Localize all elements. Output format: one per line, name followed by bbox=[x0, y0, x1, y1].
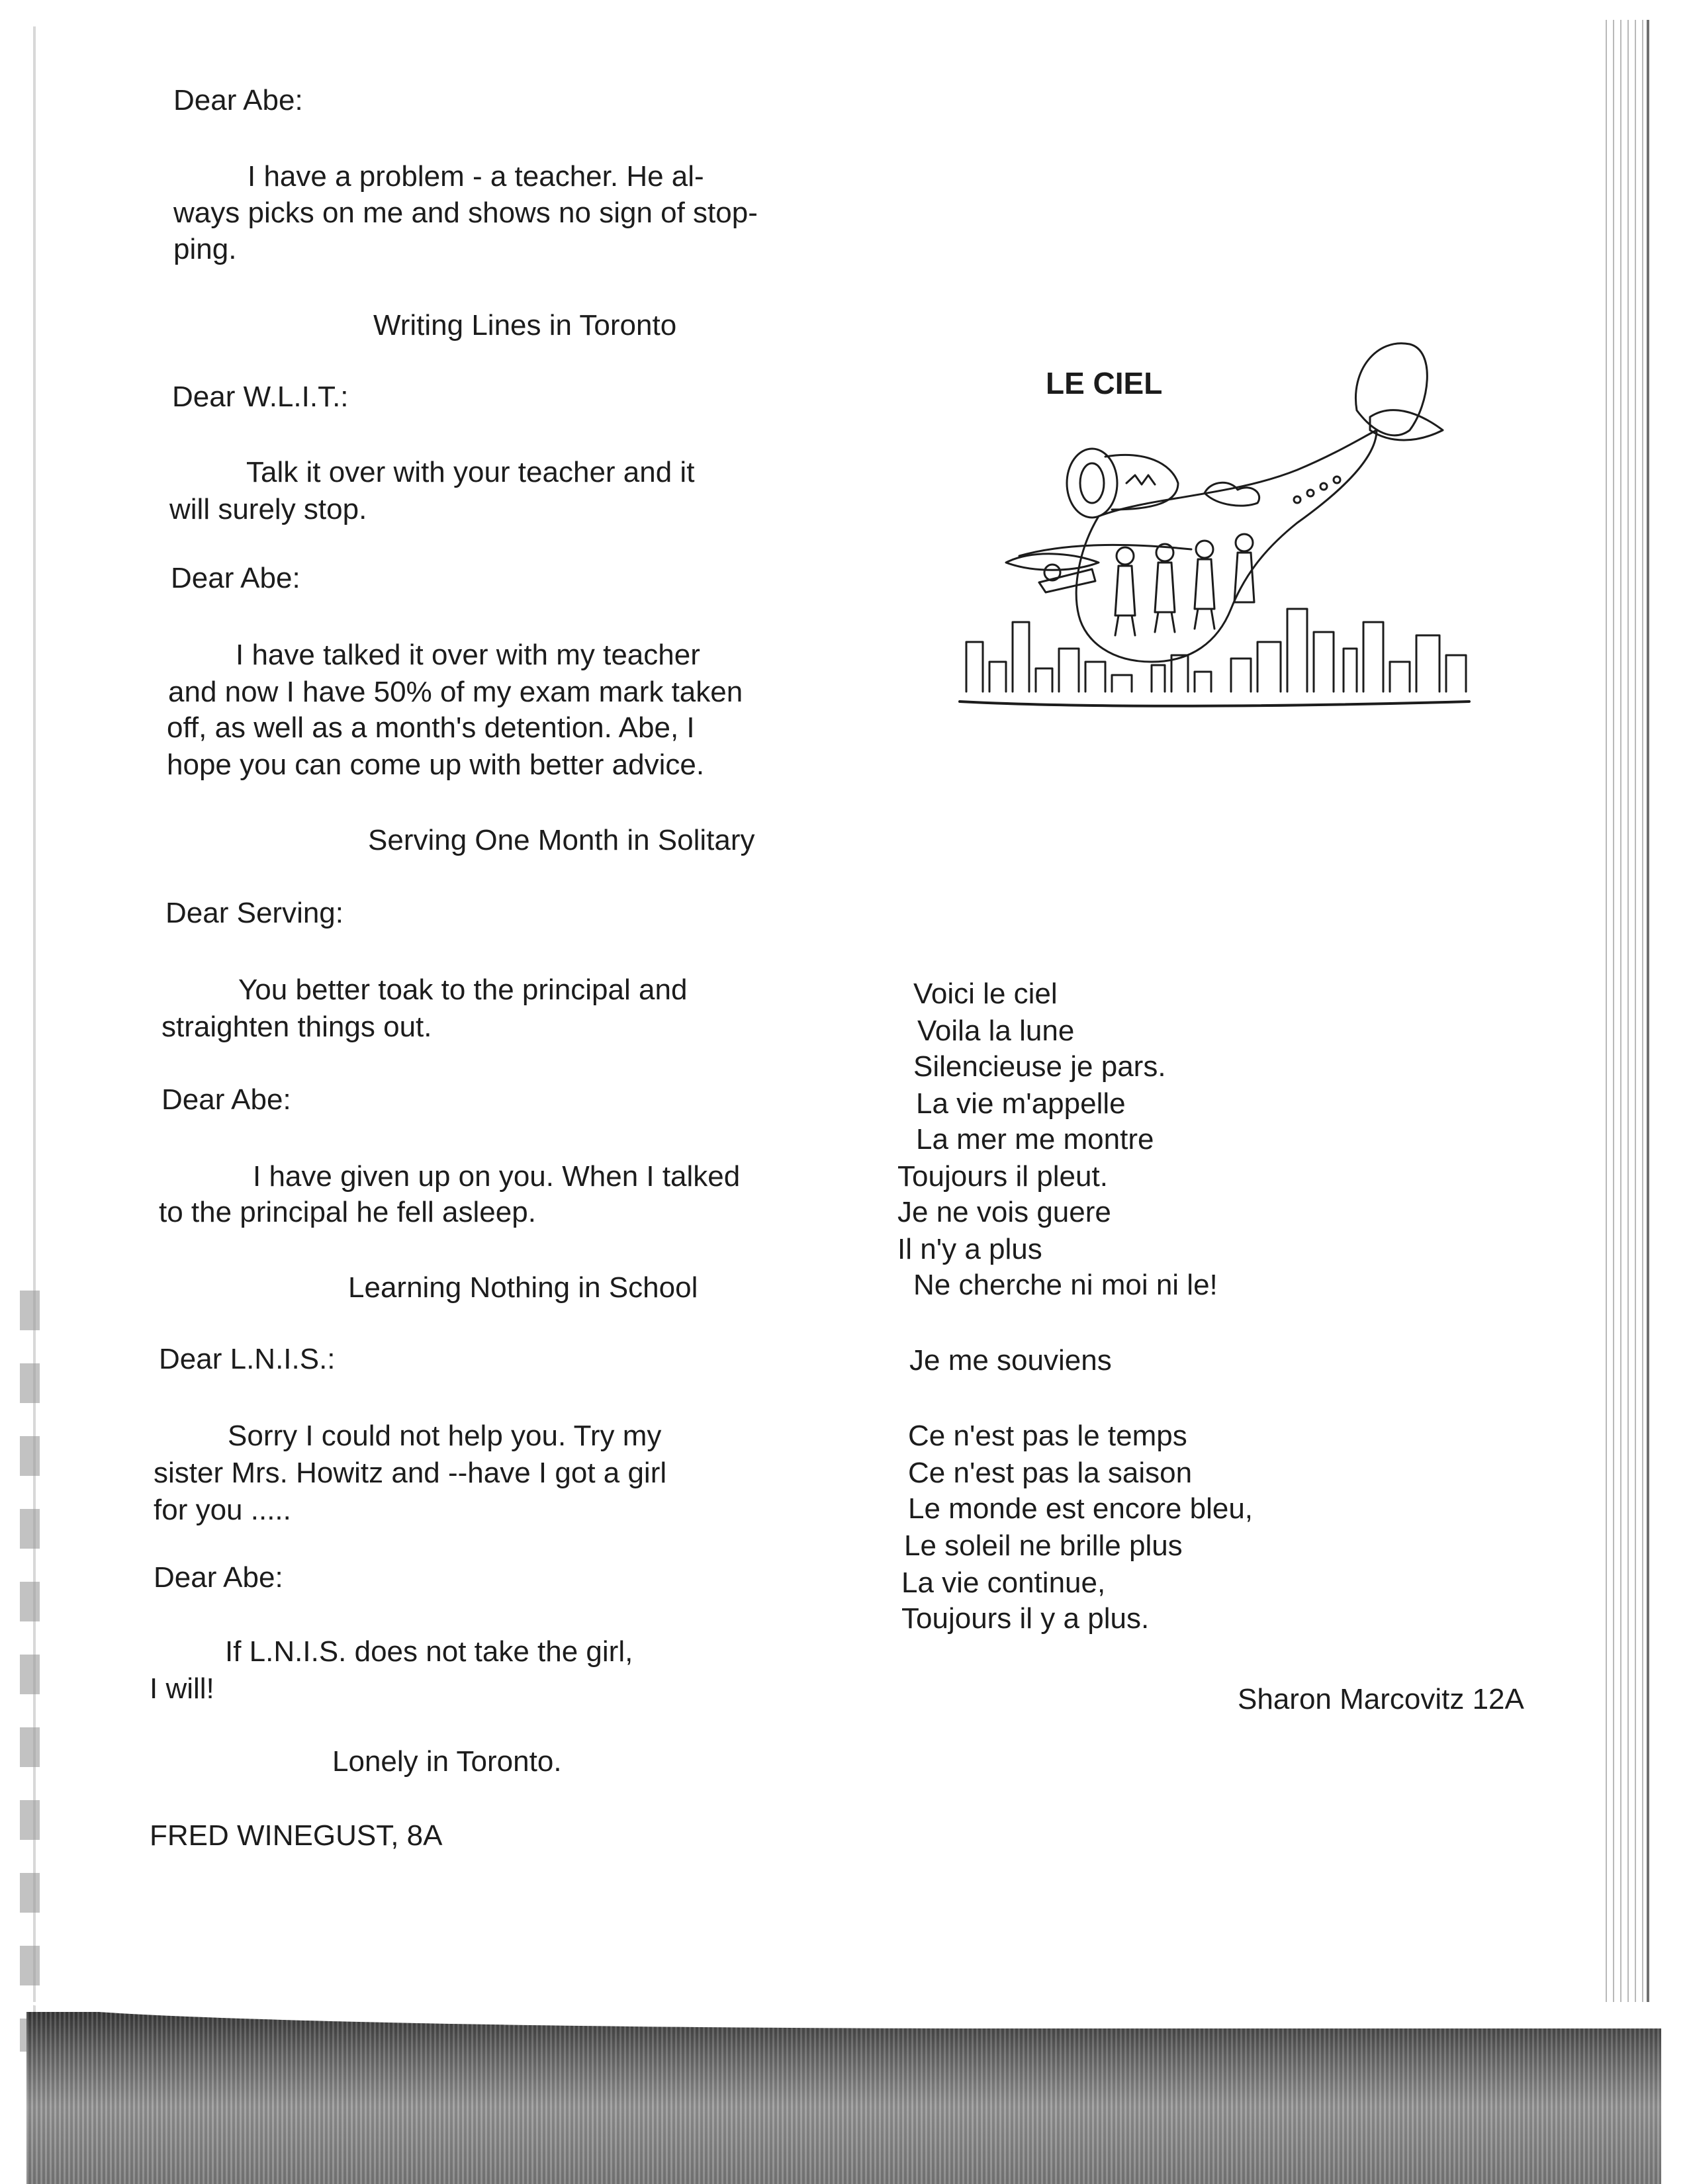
letter2-line: hope you can come up with better advice. bbox=[167, 749, 705, 781]
letter4-signature: Lonely in Toronto. bbox=[332, 1745, 562, 1778]
reply2-line: You better toak to the principal and bbox=[238, 974, 688, 1006]
letter2-line: off, as well as a month's detention. Abe, I bbox=[167, 711, 695, 744]
letter1-line: I have a problem - a teacher. He al- bbox=[248, 160, 704, 193]
poem-line: La vie m'appelle bbox=[916, 1087, 1126, 1120]
letter3-signature: Learning Nothing in School bbox=[348, 1271, 698, 1304]
letter3-salutation: Dear Abe: bbox=[161, 1083, 291, 1116]
reply3-line: Sorry I could not help you. Try my bbox=[228, 1420, 662, 1452]
poem-author: Sharon Marcovitz 12A bbox=[1238, 1683, 1524, 1715]
letter1-signature: Writing Lines in Toronto bbox=[373, 309, 677, 341]
scanner-shadow bbox=[26, 2012, 1661, 2184]
reply1-line: will surely stop. bbox=[169, 493, 367, 525]
poem-line: Le monde est encore bleu, bbox=[908, 1492, 1254, 1525]
airplane-over-city-drawing-icon bbox=[953, 331, 1509, 741]
poem-line: Le soleil ne brille plus bbox=[904, 1529, 1183, 1562]
poem-single-line: Je me souviens bbox=[909, 1344, 1112, 1377]
letter2-line: and now I have 50% of my exam mark taken bbox=[168, 676, 743, 708]
poem-line: Ne cherche ni moi ni le! bbox=[913, 1269, 1218, 1301]
poem-line: Ce n'est pas la saison bbox=[908, 1457, 1193, 1489]
poem-line: Ce n'est pas le temps bbox=[908, 1420, 1187, 1452]
letter1-line: ping. bbox=[173, 233, 237, 265]
poem-line: Voici le ciel bbox=[913, 978, 1058, 1010]
letter4-salutation: Dear Abe: bbox=[154, 1561, 283, 1594]
letter3-line: to the principal he fell asleep. bbox=[159, 1196, 536, 1228]
poem-line: Je ne vois guere bbox=[897, 1196, 1111, 1228]
letter2-signature: Serving One Month in Solitary bbox=[368, 824, 755, 856]
reply3-salutation: Dear L.N.I.S.: bbox=[159, 1343, 336, 1375]
poem-line: La vie continue, bbox=[901, 1567, 1106, 1599]
poem-line: La mer me montre bbox=[916, 1123, 1154, 1156]
poem-line: Il n'y a plus bbox=[897, 1233, 1042, 1265]
reply3-line: sister Mrs. Howitz and --have I got a girl bbox=[154, 1457, 667, 1489]
reply1-line: Talk it over with your teacher and it bbox=[246, 456, 695, 488]
reply1-salutation: Dear W.L.I.T.: bbox=[172, 381, 349, 413]
page-stack-edge bbox=[1602, 20, 1648, 2032]
le-ciel-illustration bbox=[953, 331, 1509, 741]
page-stack-border bbox=[1647, 20, 1649, 2038]
letter1-salutation: Dear Abe: bbox=[173, 84, 303, 116]
letter4-line: I will! bbox=[150, 1672, 214, 1705]
letter3-line: I have given up on you. When I talked bbox=[253, 1160, 741, 1193]
letter1-line: ways picks on me and shows no sign of stop- bbox=[173, 197, 758, 229]
poem-line: Silencieuse je pars. bbox=[913, 1050, 1166, 1083]
binding-marks bbox=[20, 1291, 40, 2052]
poem-line: Toujours il y a plus. bbox=[901, 1602, 1150, 1635]
letter2-line: I have talked it over with my teacher bbox=[236, 639, 700, 671]
poem-line: Voila la lune bbox=[917, 1015, 1075, 1047]
column-author: FRED WINEGUST, 8A bbox=[150, 1819, 443, 1852]
illustration-title: LE CIEL bbox=[1046, 366, 1163, 400]
reply3-line: for you ..... bbox=[154, 1494, 291, 1526]
poem-line: Toujours il pleut. bbox=[897, 1160, 1108, 1193]
reply2-salutation: Dear Serving: bbox=[165, 897, 344, 929]
reply2-line: straighten things out. bbox=[161, 1011, 432, 1043]
letter4-line: If L.N.I.S. does not take the girl, bbox=[225, 1635, 633, 1668]
letter2-salutation: Dear Abe: bbox=[171, 562, 300, 594]
